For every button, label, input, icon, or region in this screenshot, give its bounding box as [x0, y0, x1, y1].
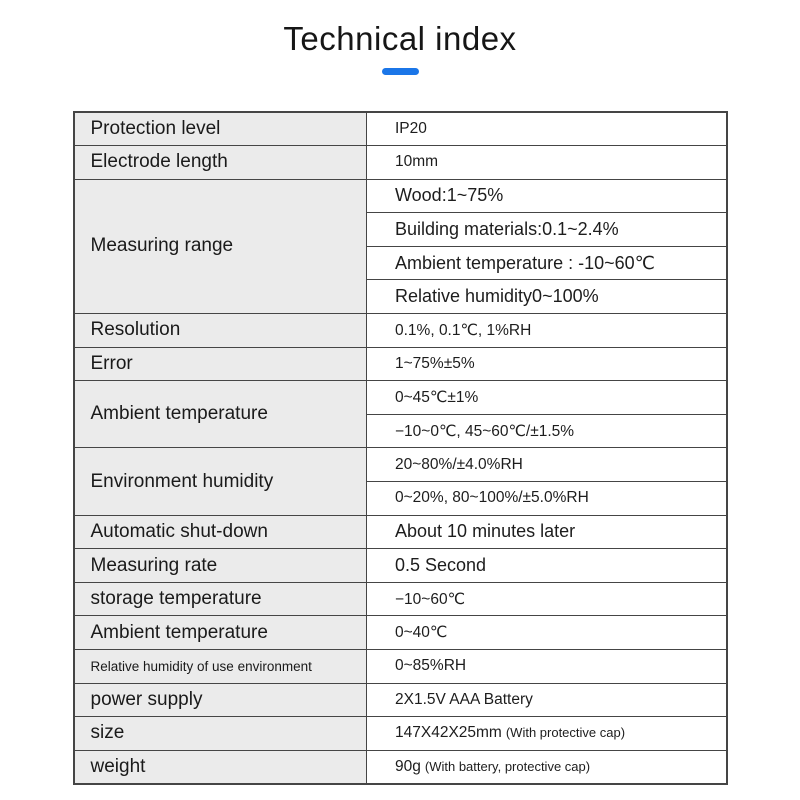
spec-label: Electrode length: [74, 146, 367, 180]
page-title: Technical index: [283, 20, 517, 57]
row-environment-humidity: [74, 448, 727, 482]
spec-value: −10~60℃: [367, 582, 727, 616]
row-ambient-temperature-use: [74, 616, 727, 650]
spec-value: 0~40℃: [367, 616, 727, 650]
spec-value: 0~85%RH: [367, 650, 727, 684]
spec-value: 0~20%, 80~100%/±5.0%RH: [367, 482, 727, 516]
spec-label: Measuring range: [74, 179, 367, 313]
spec-value: About 10 minutes later: [367, 515, 727, 549]
spec-value: 2X1.5V AAA Battery: [367, 683, 727, 717]
row-relative-humidity-use: [74, 650, 727, 684]
row-size: [74, 717, 727, 751]
row-automatic-shutdown: [74, 515, 727, 549]
spec-value: 20~80%/±4.0%RH: [367, 448, 727, 482]
page: [0, 20, 800, 800]
spec-label: power supply: [74, 683, 367, 717]
row-measuring-range: [74, 179, 727, 213]
spec-label: Relative humidity of use environment: [74, 650, 367, 684]
spec-label: Ambient temperature: [74, 616, 367, 650]
spec-value: Ambient temperature : -10~60℃: [367, 246, 727, 280]
spec-value: Relative humidity0~100%: [367, 280, 727, 314]
row-storage-temperature: [74, 582, 727, 616]
spec-label: Protection level: [74, 112, 367, 146]
spec-value: [367, 750, 727, 784]
spec-value-text: 147X42X25mm: [395, 724, 502, 742]
spec-value: −10~0℃, 45~60℃/±1.5%: [367, 414, 727, 448]
spec-value: 0.1%, 0.1℃, 1%RH: [367, 314, 727, 348]
row-protection-level: [74, 112, 727, 146]
spec-label: Resolution: [74, 314, 367, 348]
spec-value: 10mm: [367, 146, 727, 180]
spec-label: Measuring rate: [74, 549, 367, 583]
row-ambient-temperature-accuracy: [74, 381, 727, 415]
spec-table: [73, 111, 728, 785]
spec-value-note: (With protective cap): [505, 725, 626, 741]
spec-label: Error: [74, 347, 367, 381]
spec-label: Automatic shut-down: [74, 515, 367, 549]
row-weight: [74, 750, 727, 784]
row-power-supply: [74, 683, 727, 717]
spec-value: 0.5 Second: [367, 549, 727, 583]
row-error: [74, 347, 727, 381]
spec-value: [367, 717, 727, 751]
spec-value: 0~45℃±1%: [367, 381, 727, 415]
spec-value: Building materials:0.1~2.4%: [367, 213, 727, 247]
spec-value: Wood:1~75%: [367, 179, 727, 213]
spec-label: size: [74, 717, 367, 751]
row-resolution: [74, 314, 727, 348]
spec-label: storage temperature: [74, 582, 367, 616]
spec-label: Environment humidity: [74, 448, 367, 515]
row-measuring-rate: [74, 549, 727, 583]
spec-value: IP20: [367, 112, 727, 146]
title-underline-bar: [382, 68, 419, 75]
spec-value-note: (With battery, protective cap): [424, 758, 591, 774]
spec-value: 1~75%±5%: [367, 347, 727, 381]
row-electrode-length: [74, 146, 727, 180]
spec-value-text: 90g: [395, 757, 421, 775]
spec-label: weight: [74, 750, 367, 784]
spec-label: Ambient temperature: [74, 381, 367, 448]
